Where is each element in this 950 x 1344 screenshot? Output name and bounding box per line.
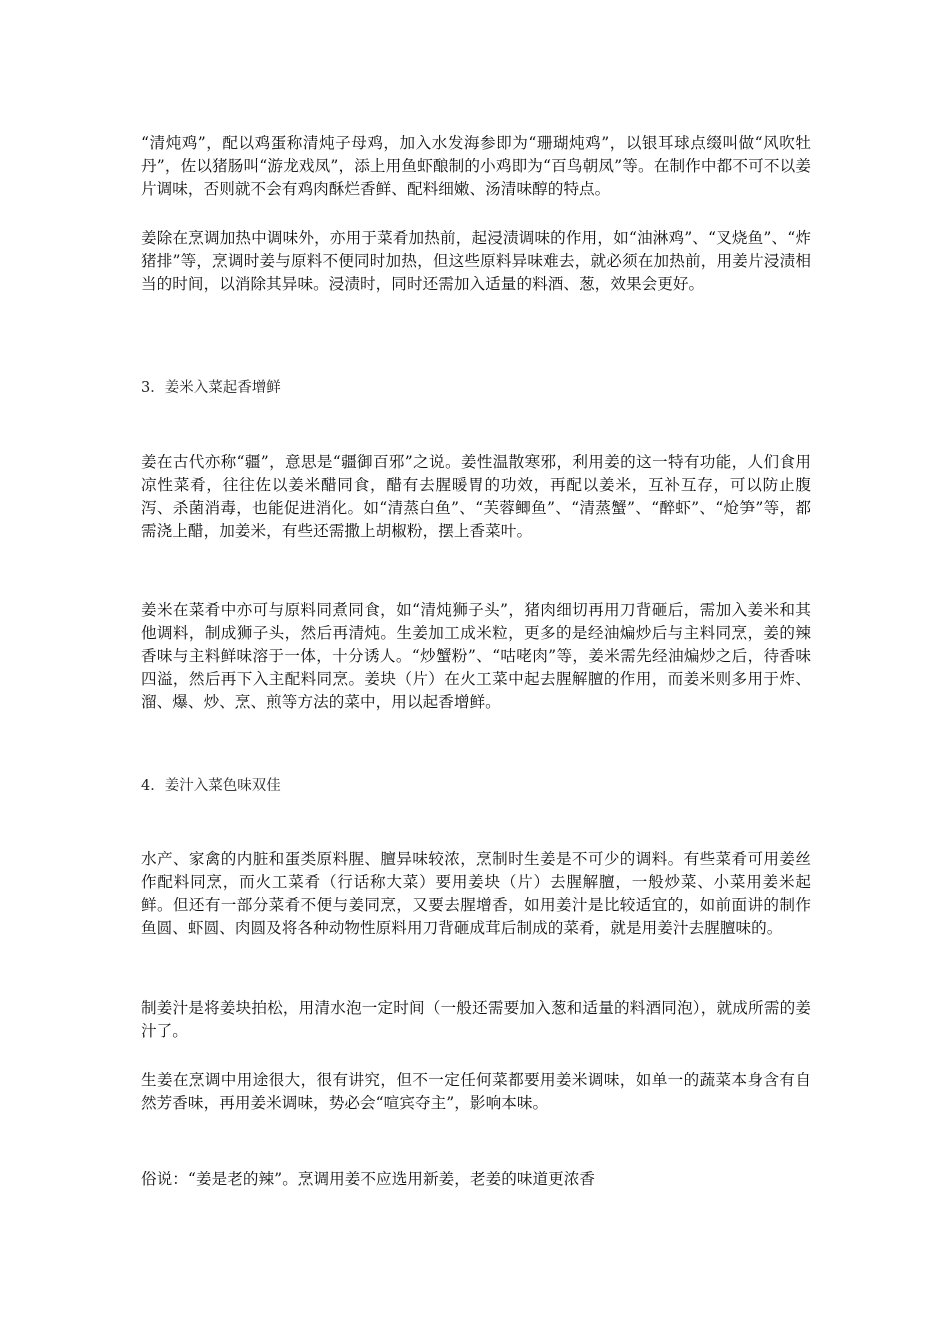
- paragraph-ginger-rice: 姜米在菜肴中亦可与原料同煮同食，如“清炖狮子头”，猪肉细切再用刀背砸后，需加入姜米和其他调料，制成狮子头，然后再清炖。生姜加工成米粒，更多的是经油煸炒后与主料同烹，姜的辣香味与主料鲜味溶于一体，十分诱人。“炒蟹粉”、“咕咾肉”等，姜米需先经油煸炒之后，待香味四溢，然后再下入主配料同烹。姜块（片）在火工菜中起去腥解膻的作用，而姜米则多用于炸、溜、爆、炒、烹、煎等方法的菜中，用以起香增鲜。: [141, 601, 811, 711]
- section-heading-3: 3．姜米入菜起香增鲜: [141, 380, 281, 396]
- paragraph-qingdun-chicken: “清炖鸡”，配以鸡蛋称清炖子母鸡，加入水发海参即为“珊瑚炖鸡”，以银耳球点缀叫做“风吹牡丹”，佐以猪肠叫“游龙戏凤”，添上用鱼虾酿制的小鸡即为“百鸟朝凤”等。在制作中都不可不以姜片调味，否则就不会有鸡肉酥烂香鲜、配料细嫩、汤清味醇的特点。: [141, 134, 811, 198]
- paragraph-ginger-juice-usage: 水产、家禽的内脏和蛋类原料腥、膻异味较浓，烹制时生姜是不可少的调料。有些菜肴可用姜丝作配料同烹，而火工菜肴（行话称大菜）要用姜块（片）去腥解膻，一般炒菜、小菜用姜米起鲜。但还有一部分菜肴不便与姜同烹，又要去腥增香，如用姜汁是比较适宜的，如前面讲的制作鱼圆、虾圆、肉圆及将各种动物性原料用刀背砸成茸后制成的菜肴，就是用姜汁去腥膻味的。: [141, 850, 811, 937]
- paragraph-ginger-caution: 生姜在烹调中用途很大，很有讲究，但不一定任何菜都要用姜米调味，如单一的蔬菜本身含有自然芳香味，再用姜米调味，势必会“喧宾夺主”，影响本味。: [141, 1071, 811, 1112]
- paragraph-old-ginger-saying: 俗说：“姜是老的辣”。烹调用姜不应选用新姜，老姜的味道更浓香: [141, 1170, 596, 1188]
- paragraph-ginger-marinade: 姜除在烹调加热中调味外，亦用于菜肴加热前，起浸渍调味的作用，如“油淋鸡”、“叉烧鱼”、“炸猪排”等，烹调时姜与原料不便同时加热，但这些原料异味难去，就必须在加热前，用姜片浸渍相当的时间，以消除其异味。浸渍时，同时还需加入适量的料酒、葱，效果会更好。: [141, 229, 811, 293]
- paragraph-ginger-history: 姜在古代亦称“疆”，意思是“疆御百邪”之说。姜性温散寒邪，利用姜的这一特有功能，人们食用凉性菜肴，往往佐以姜米醋同食，醋有去腥暖胃的功效，再配以姜米，互补互存，可以防止腹泻、杀菌消毒，也能促进消化。如“清蒸白鱼”、“芙蓉鲫鱼”、“清蒸蟹”、“醉虾”、“炝笋”等，都需浇上醋，加姜米，有些还需撒上胡椒粉，摆上香菜叶。: [141, 453, 811, 540]
- section-heading-4: 4．姜汁入菜色味双佳: [141, 778, 281, 794]
- paragraph-making-ginger-juice: 制姜汁是将姜块拍松，用清水泡一定时间（一般还需要加入葱和适量的料酒同泡），就成所需的姜汁了。: [141, 999, 811, 1040]
